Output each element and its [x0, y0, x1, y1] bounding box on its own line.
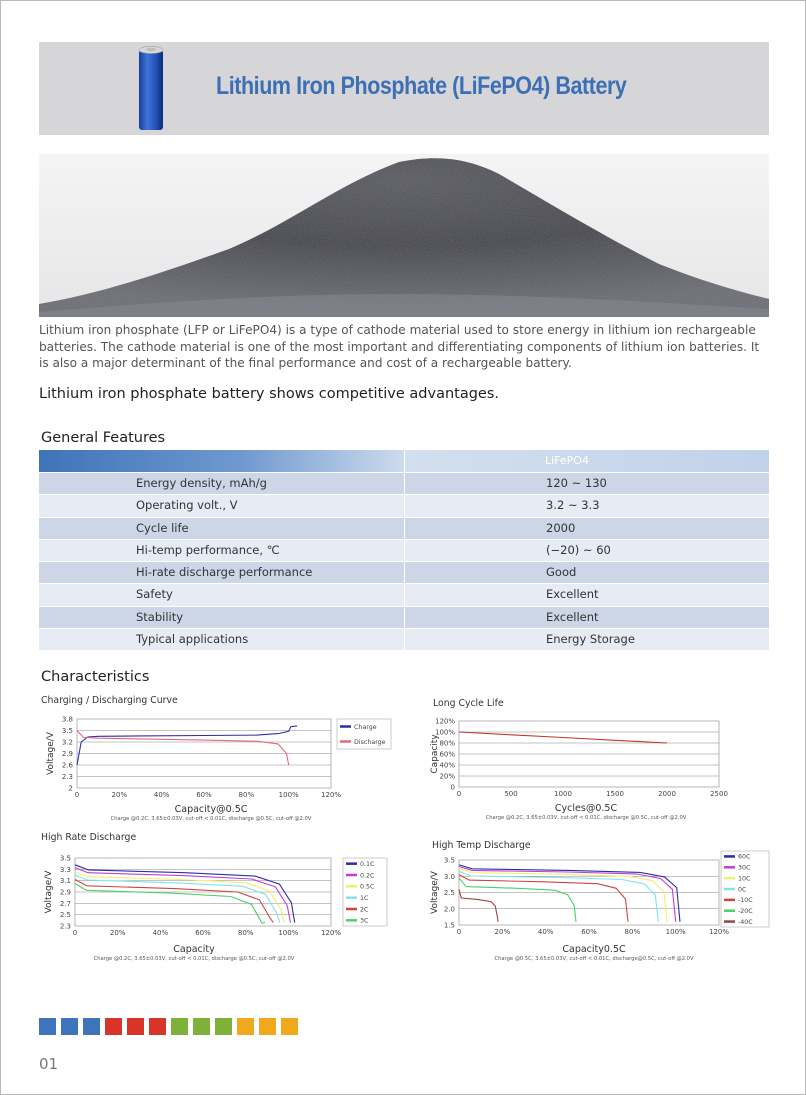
y-tick-label: 2.9: [61, 750, 73, 758]
x-tick-label: 20%: [494, 928, 511, 936]
features-header-value: LiFePO4: [404, 450, 769, 472]
legend-label: Discharge: [354, 738, 386, 746]
color-swatch: [193, 1018, 210, 1035]
x-tick-label: 40%: [537, 928, 554, 936]
color-swatches: [39, 1018, 298, 1035]
legend-label: 30C: [738, 864, 751, 872]
x-tick-label: 120%: [708, 928, 730, 936]
chart-title-high-rate: High Rate Discharge: [41, 832, 137, 843]
x-axis-label: Capacity: [173, 944, 215, 955]
x-axis-label: Capacity@0.5C: [174, 804, 248, 815]
y-axis-label: Voltage/V: [44, 870, 54, 914]
color-swatch: [39, 1018, 56, 1035]
y-tick-label: 40%: [439, 761, 455, 770]
color-swatch: [105, 1018, 122, 1035]
features-row-value: 3.2 ~ 3.3: [404, 495, 769, 516]
x-tick-label: 80%: [237, 929, 254, 937]
x-axis-label: Capacity0.5C: [562, 944, 626, 955]
chart-title-cycle-life: Long Cycle Life: [433, 698, 504, 709]
features-row-value: Excellent: [404, 607, 769, 628]
legend-label: -20C: [738, 908, 753, 916]
y-axis-label: Voltage/V: [430, 871, 440, 914]
features-row-label: Typical applications: [136, 632, 249, 647]
x-tick-label: 0: [72, 929, 78, 937]
y-tick-label: 3.2: [61, 738, 73, 747]
x-tick-label: 2000: [658, 790, 676, 798]
y-tick-label: 2.5: [59, 911, 71, 920]
y-axis-label: Capacity: [430, 734, 440, 774]
legend-label: 60C: [738, 853, 751, 861]
x-tick-label: 1000: [554, 790, 572, 798]
features-row-label: Cycle life: [136, 520, 189, 535]
y-tick-label: 2: [68, 784, 73, 793]
features-row-label: Safety: [136, 587, 173, 602]
y-tick-label: 2.5: [443, 889, 455, 897]
chart-footnote: Charge @0.5C, 3.65±0.03V, cut-off < 0.01C, discharge@0.5C, cut-off @2.0V: [494, 956, 694, 962]
features-row-value: 2000: [404, 518, 769, 539]
chart-charge-discharge: [1, 1, 806, 1095]
y-tick-label: 120%: [434, 717, 455, 726]
features-row-value: Energy Storage: [404, 629, 769, 650]
y-tick-label: 0: [450, 783, 455, 792]
legend-label: 1C: [360, 894, 369, 902]
legend-box: [343, 858, 387, 926]
y-tick-label: 3.5: [61, 727, 73, 735]
features-row-label: Hi-temp performance, ℃: [136, 542, 280, 557]
x-tick-label: 1500: [606, 790, 624, 798]
y-tick-label: 3.8: [61, 715, 73, 724]
y-tick-label: 1.5: [443, 921, 455, 930]
features-row-label: Stability: [136, 609, 184, 624]
color-swatch: [237, 1018, 254, 1035]
features-row-value: 120 ~ 130: [404, 473, 769, 494]
y-tick-label: 3.0: [443, 872, 455, 881]
features-row-value: Good: [404, 562, 769, 583]
color-swatch: [281, 1018, 298, 1035]
legend-label: 0.2C: [360, 872, 375, 880]
legend-label: 3C: [360, 917, 369, 925]
x-tick-label: 2500: [710, 790, 728, 798]
features-row-label: Operating volt., V: [136, 498, 238, 513]
x-tick-label: 60%: [195, 929, 211, 937]
y-tick-label: 100%: [434, 728, 455, 737]
x-tick-label: 100%: [665, 928, 686, 936]
y-tick-label: 20%: [439, 772, 455, 781]
x-tick-label: 120%: [320, 929, 342, 937]
x-tick-label: 60%: [581, 928, 597, 936]
color-swatch: [259, 1018, 276, 1035]
characteristics-title: Characteristics: [41, 669, 150, 685]
x-tick-label: 120%: [320, 791, 342, 799]
legend-label: Charge: [354, 723, 377, 731]
color-swatch: [127, 1018, 144, 1035]
y-tick-label: 3.5: [443, 856, 455, 865]
x-tick-label: 0: [74, 791, 80, 799]
x-tick-label: 80%: [238, 791, 255, 799]
color-swatch: [171, 1018, 188, 1035]
color-swatch: [149, 1018, 166, 1035]
y-tick-label: 60%: [439, 750, 455, 759]
y-tick-label: 3.3: [59, 865, 71, 874]
legend-label: 0.1C: [360, 860, 375, 868]
x-tick-label: 500: [504, 790, 518, 798]
color-swatch: [61, 1018, 78, 1035]
x-tick-label: 80%: [624, 928, 641, 936]
y-tick-label: 3.5: [59, 854, 71, 863]
x-tick-label: 100%: [278, 929, 299, 937]
features-row-label: Hi-rate discharge performance: [136, 565, 313, 580]
y-tick-label: 80%: [439, 739, 455, 748]
page-title: Lithium Iron Phosphate (LiFePO4) Battery: [216, 72, 627, 100]
x-tick-label: 40%: [152, 929, 169, 937]
advantage-statement: Lithium iron phosphate battery shows competitive advantages.: [39, 386, 499, 402]
x-axis-label: Cycles@0.5C: [554, 803, 618, 814]
y-axis-label: Voltage/V: [46, 732, 56, 775]
features-row-value: Excellent: [404, 584, 769, 605]
y-tick-label: 3.1: [59, 877, 71, 886]
features-row-label: Energy density, mAh/g: [136, 476, 267, 490]
chart-title-charge-discharge: Charging / Discharging Curve: [41, 695, 178, 706]
color-swatch: [215, 1018, 232, 1035]
legend-label: -40C: [738, 918, 753, 926]
y-tick-label: 2.3: [59, 922, 71, 931]
features-row-value: (−20) ~ 60: [404, 540, 769, 561]
y-tick-label: 2.0: [443, 905, 455, 914]
y-tick-label: 2.7: [59, 899, 71, 908]
legend-label: -10C: [738, 897, 753, 905]
page-number: 01: [39, 1055, 59, 1073]
chart-footnote: Charge @0.2C, 3.65±0.03V, cut-off < 0.01C, discharge @0.5C, cut-off @2.0V: [485, 815, 687, 821]
features-title: General Features: [41, 430, 166, 446]
chart-footnote: Charge @0.2C, 3.65±0.03V, cut-off < 0.01C, discharge @0.5C, cut-off @2.0V: [110, 816, 312, 822]
x-tick-label: 100%: [278, 791, 299, 799]
x-tick-label: 20%: [109, 929, 126, 937]
chart-footnote: Charge @0.2C, 3.65±0.03V, cut-off < 0.01C, discharge @0.5C, cut-off @2.0V: [93, 956, 295, 962]
x-tick-label: 0: [456, 790, 462, 798]
chart-title-high-temp: High Temp Discharge: [432, 840, 531, 851]
y-tick-label: 2.6: [61, 761, 73, 770]
legend-label: 0C: [738, 886, 747, 894]
x-tick-label: 40%: [153, 791, 170, 799]
color-swatch: [83, 1018, 100, 1035]
x-tick-label: 0: [456, 928, 462, 936]
legend-label: 0.5C: [360, 883, 375, 891]
legend-label: 10C: [738, 875, 751, 883]
x-tick-label: 20%: [111, 791, 128, 799]
y-tick-label: 2.9: [59, 888, 71, 897]
x-tick-label: 60%: [196, 791, 212, 799]
intro-paragraph: Lithium iron phosphate (LFP or LiFePO4) is a type of cathode material used to store energy in lithium ion rechargeable batteries. The cathode material is one of the most important and differentiating components of lithium ion batteries. It is also a major determinant of the final performance and cost of a rechargeable battery.: [39, 323, 760, 371]
y-tick-label: 2.3: [61, 773, 73, 781]
legend-label: 2C: [360, 906, 369, 914]
